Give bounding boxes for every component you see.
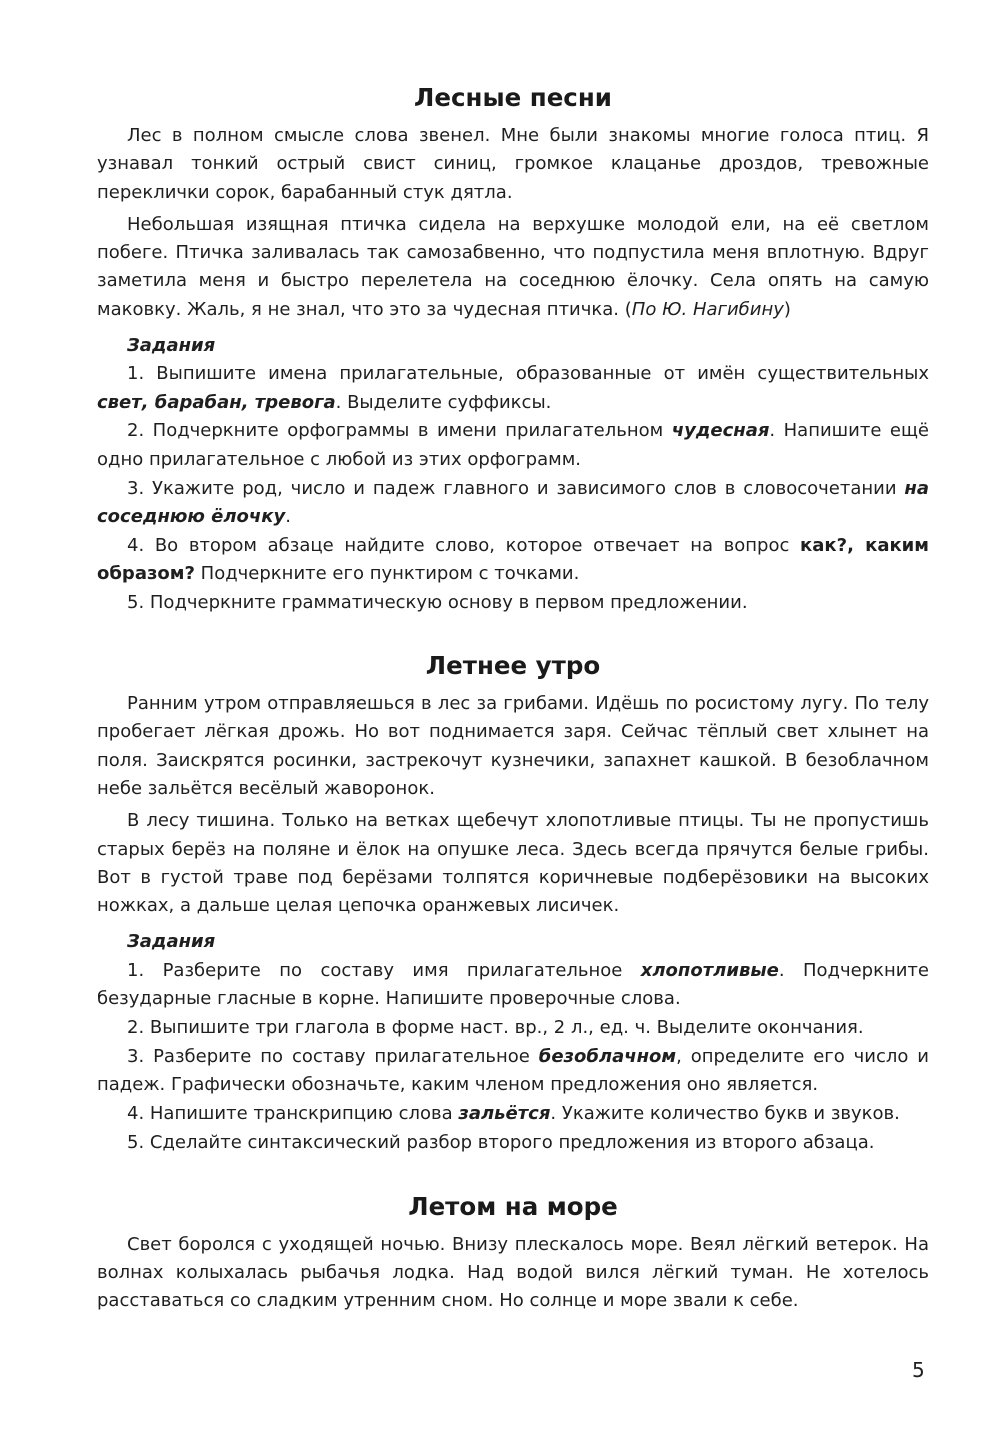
text-paragraph xyxy=(97,211,929,324)
task-text: 1. Разберите по составу имя прилагательное xyxy=(127,959,641,981)
source-attribution: По Ю. Нагибину xyxy=(631,298,784,320)
task-text: . xyxy=(285,505,291,527)
task-keyword: безоблачном xyxy=(538,1045,677,1067)
task-text: . Укажите количество букв и звуков. xyxy=(550,1102,900,1124)
task-text: 4. Во втором абзаце найдите слово, которое отвечает на вопрос xyxy=(127,534,801,556)
task-keyword: хлопотливые xyxy=(640,959,779,981)
text-paragraph: Ранним утром отправляешься в лес за грибами. Идёшь по росистому лугу. По телу пробегает лёгкая дрожь. Но вот поднимается заря. Сейчас тёплый свет хлынет на поля. Заискрятся росинки, застрекочут кузнечики, запахнет кашкой. В безоблачном небе зальётся весёлый жаворонок. xyxy=(97,693,929,799)
paragraph-text: Небольшая изящная птичка сидела на верхушке молодой ели, на её светлом побеге. Птичка заливалась так самозабвенно, что подпустила меня вплотную. Вдруг заметила меня и быстро перелетела на соседнюю ёлочку. Села опять на самую маковку. Жаль, я не знал, что это за чудесная птичка. xyxy=(97,213,929,320)
task-text: 4. Напишите транскрипцию слова xyxy=(127,1102,459,1124)
tasks-block xyxy=(97,928,929,1156)
task-text: 3. Укажите род, число и падеж главного и зависимого слов в словосочетании xyxy=(127,477,905,499)
section-forest-songs xyxy=(97,78,929,617)
text-paragraph: Свет боролся с уходящей ночью. Внизу плескалось море. Веял лёгкий ветерок. На волнах колыхалась рыбачья лодка. Над водой вился лёгкий туман. Не хотелось расставаться со сладким утренним сном. Но солнце и море звали к себе. xyxy=(97,1233,929,1312)
text-paragraph: В лесу тишина. Только на ветках щебечут хлопотливые птицы. Ты не пропустишь старых берёз на поляне и ёлок на опушке леса. Здесь всегда прячутся белые грибы. Вот в густой траве под берёзами толпятся коричневые подберёзовики на высоких ножках, а дальше целая цепочка оранжевых лисичек. xyxy=(97,810,929,917)
task-item: 5. Подчеркните грамматическую основу в первом предложении. xyxy=(127,591,748,613)
task-text: . Выделите суффиксы. xyxy=(335,391,552,413)
task-text: 2. Подчеркните орфограммы в имени прилагательном xyxy=(127,420,672,442)
task-item xyxy=(97,1100,929,1128)
task-item xyxy=(97,360,929,417)
task-item xyxy=(97,417,929,474)
section-title: Летом на море xyxy=(408,1191,618,1221)
task-item xyxy=(97,1043,929,1100)
task-keyword: свет, барабан, тревога xyxy=(97,391,336,413)
section-title: Лесные песни xyxy=(414,83,612,112)
task-text: , определите его число и падеж. Графически обозначьте, каким членом предложения оно является. xyxy=(97,1045,929,1095)
task-keyword: чудесная xyxy=(671,420,770,442)
task-text: . Напишите ещё одно прилагательное с любой из этих орфограмм. xyxy=(97,420,930,470)
task-item: 5. Сделайте синтаксический разбор второго предложения из второго абзаца. xyxy=(127,1131,875,1153)
tasks-heading: Задания xyxy=(127,931,216,953)
section-summer-at-sea xyxy=(97,1187,929,1316)
text-paragraph: Лес в полном смысле слова звенел. Мне были знакомы многие голоса птиц. Я узнавал тонкий острый свист синиц, громкое клацанье дроздов, тревожные переклички сорок, барабанный стук дятла. xyxy=(97,125,929,203)
source-close: ) xyxy=(783,298,791,320)
task-keyword: на соседнюю ёлочку xyxy=(97,477,929,527)
task-text: 3. Разберите по составу прилагательное xyxy=(127,1045,539,1067)
task-text: Подчеркните его пунктиром с точками. xyxy=(194,562,580,584)
section-summer-morning xyxy=(97,646,929,1157)
page-content xyxy=(97,78,929,1316)
task-keyword: зальётся xyxy=(458,1102,551,1124)
task-text: . Подчеркните безударные гласные в корне. Напишите проверочные слова. xyxy=(97,959,929,1010)
task-text: 1. Выпишите имена прилагательные, образованные от имён существительных xyxy=(127,363,929,385)
section-title: Летнее утро xyxy=(425,651,601,681)
task-item xyxy=(97,475,929,532)
page-number: 5 xyxy=(912,1358,925,1382)
tasks-heading: Задания xyxy=(127,335,216,357)
task-item: 2. Выпишите три глагола в форме наст. вр., 2 л., ед. ч. Выделите окончания. xyxy=(127,1016,864,1038)
tasks-block xyxy=(97,332,929,617)
task-item xyxy=(97,957,929,1014)
task-item xyxy=(97,532,929,589)
source-open: ( xyxy=(624,298,632,320)
task-keyword: как?, каким образом? xyxy=(97,534,930,584)
